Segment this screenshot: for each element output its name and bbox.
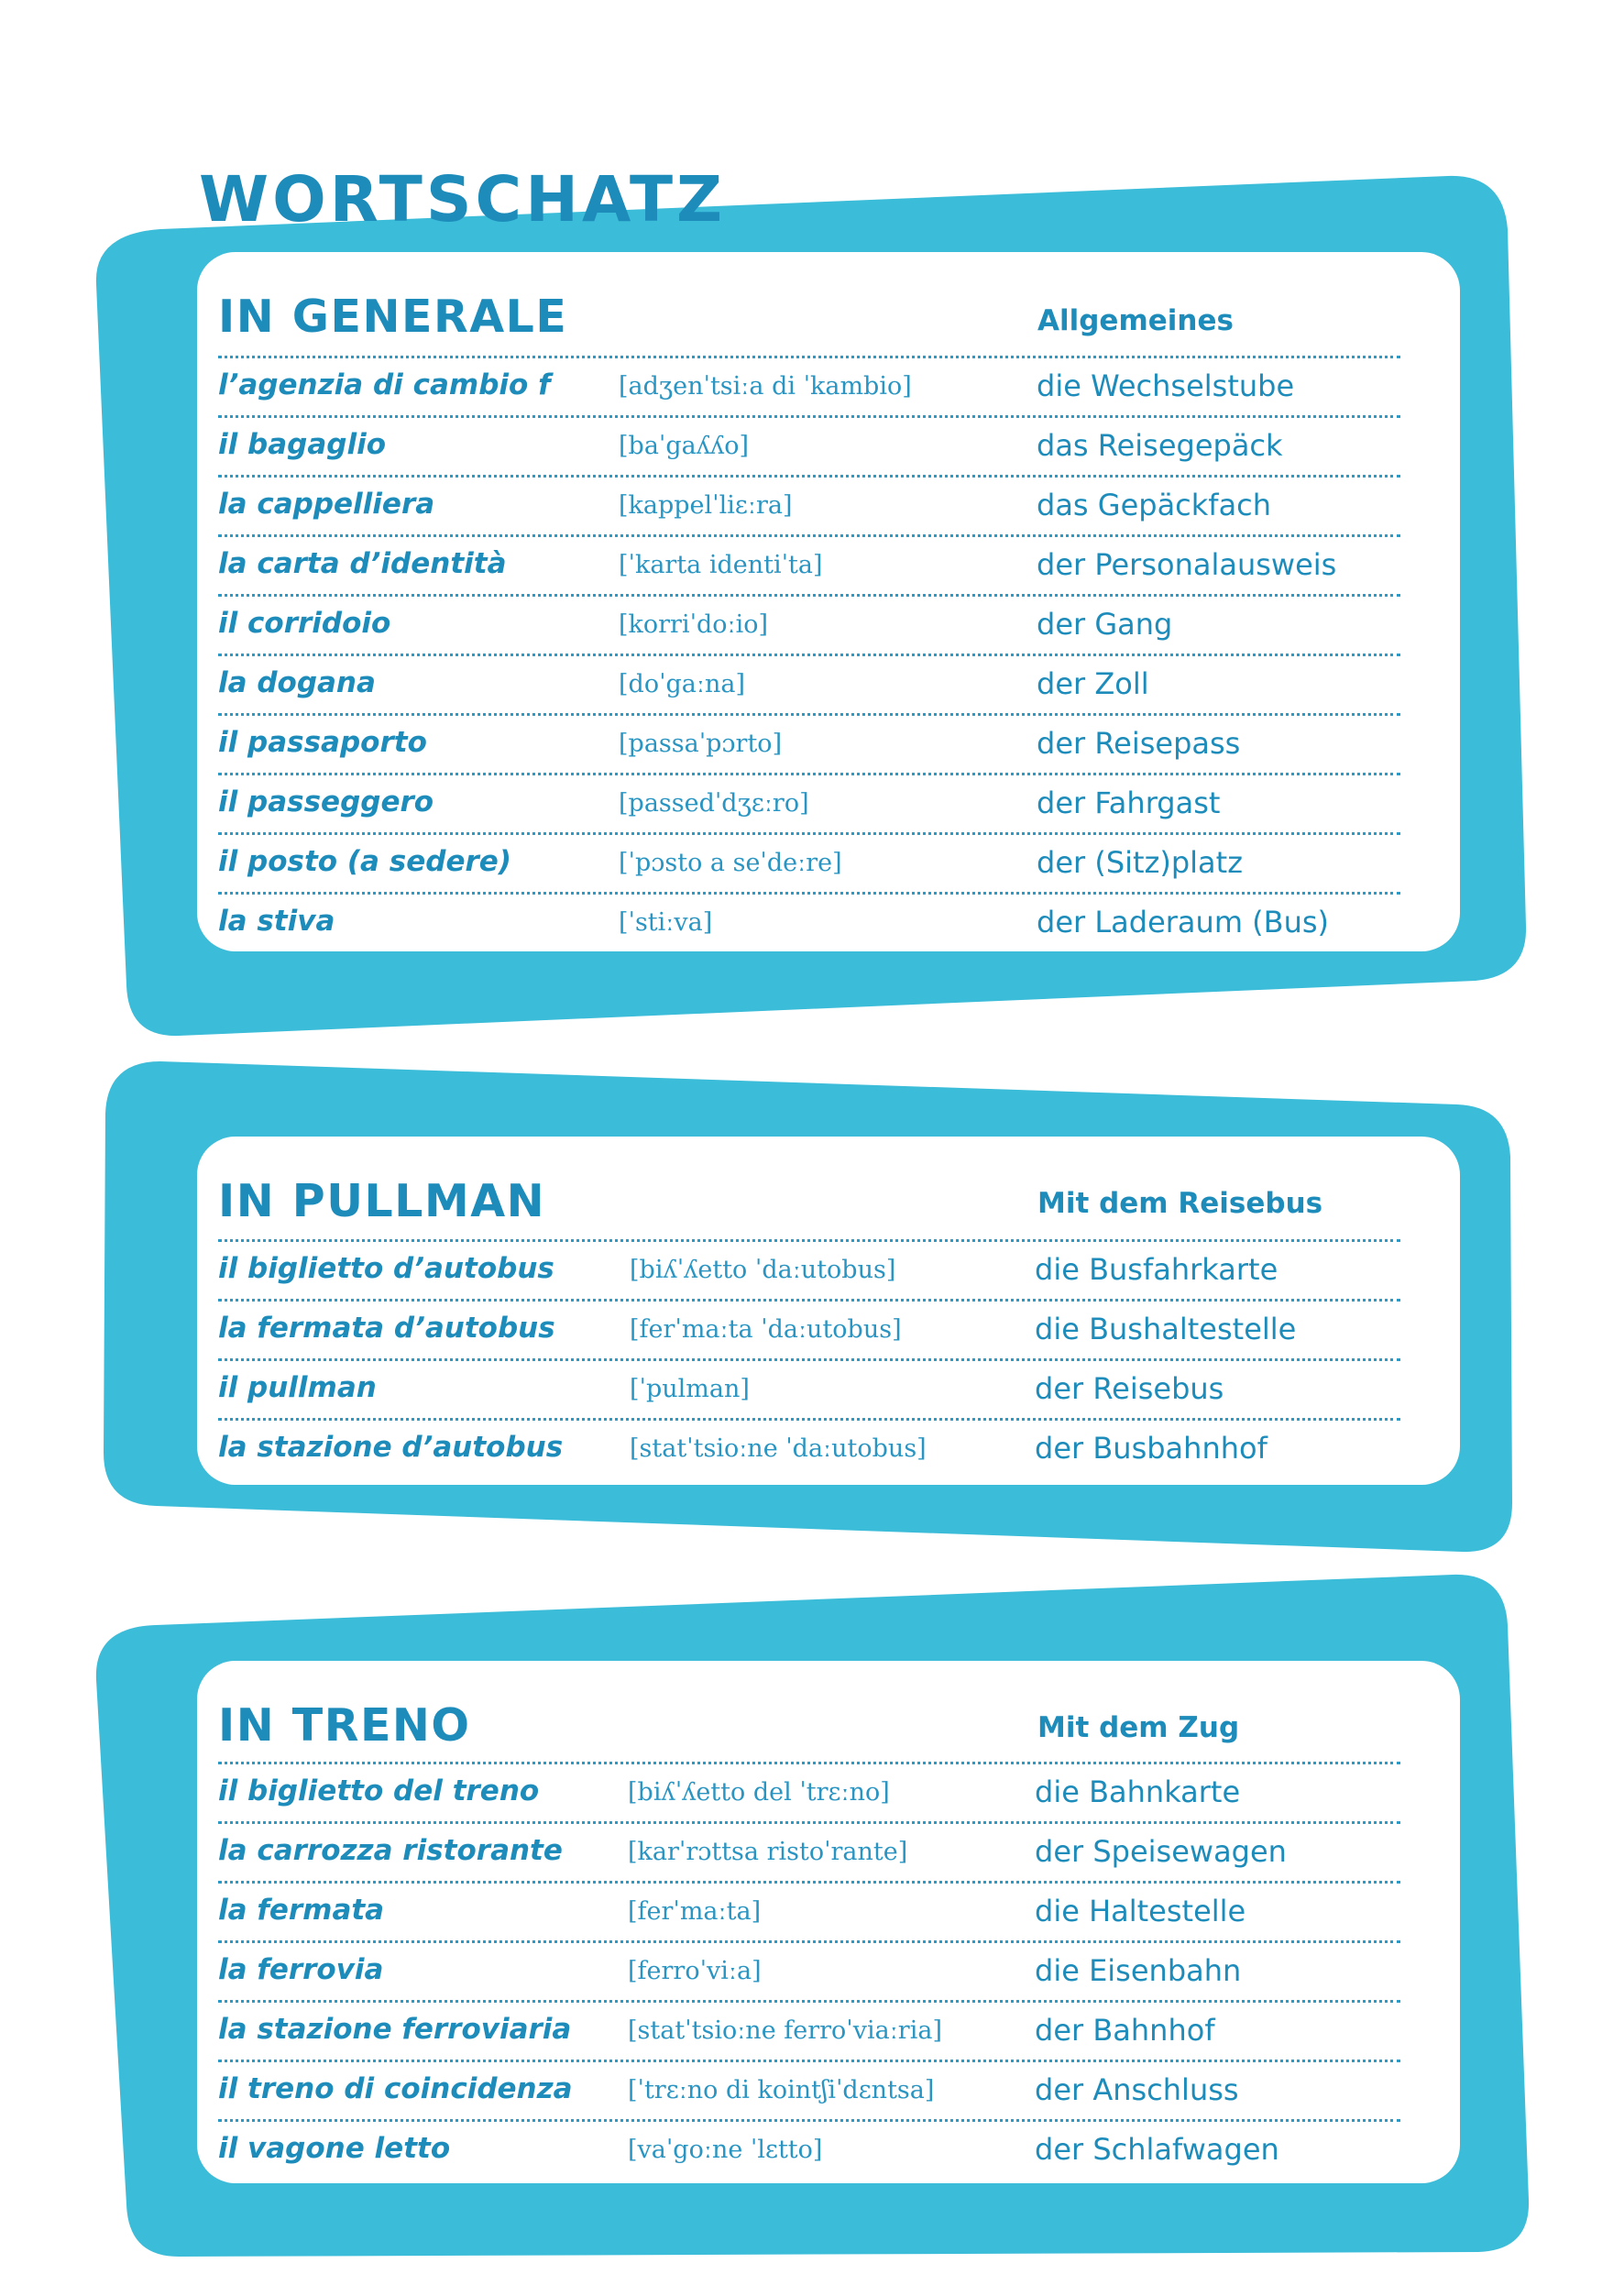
vocabulary-row <box>218 1299 1400 1358</box>
pronunciation: [ˈpulman] <box>630 1375 750 1403</box>
vocabulary-row <box>218 773 1400 832</box>
italian-term: la carrozza ristorante <box>218 1834 563 1867</box>
german-translation: die Bushaltestelle <box>1035 1312 1297 1346</box>
german-translation: der (Sitz)platz <box>1037 845 1243 880</box>
pronunciation: [ˈtrɛːno di kointʃiˈdɛntsa] <box>628 2076 935 2104</box>
german-translation: das Gepäckfach <box>1037 488 1272 522</box>
vocabulary-row <box>218 475 1400 534</box>
italian-term: il treno di coincidenza <box>218 2072 573 2105</box>
vocabulary-row <box>218 1821 1400 1881</box>
pronunciation: [ˈpɔsto a seˈdeːre] <box>619 849 842 877</box>
vocabulary-row <box>218 654 1400 713</box>
italian-term: l’agenzia di cambio f <box>218 368 551 401</box>
vocabulary-row <box>218 1239 1400 1299</box>
pronunciation: [ferˈmaːta] <box>628 1897 762 1926</box>
vocabulary-row <box>218 2060 1400 2119</box>
pronunciation: [kappelˈliɛːra] <box>619 491 793 520</box>
vocabulary-row <box>218 1940 1400 2000</box>
italian-term: la ferrovia <box>218 1953 384 1986</box>
german-translation: der Reisepass <box>1037 726 1241 761</box>
italian-term: il biglietto d’autobus <box>218 1252 554 1285</box>
vocabulary-row <box>218 713 1400 773</box>
pronunciation: [vaˈgoːne ˈlɛtto] <box>628 2136 823 2164</box>
vocabulary-row <box>218 832 1400 892</box>
italian-term: il biglietto del treno <box>218 1774 540 1807</box>
pronunciation: [karˈrɔttsa ristoˈrante] <box>628 1838 908 1866</box>
italian-term: la carta d’identità <box>218 547 507 580</box>
vocabulary-row <box>218 892 1400 951</box>
german-translation: der Busbahnhof <box>1035 1431 1267 1466</box>
german-translation: der Bahnhof <box>1035 2013 1215 2048</box>
pronunciation: [korriˈdoːio] <box>619 610 769 639</box>
german-translation: die Bahnkarte <box>1035 1774 1241 1809</box>
italian-term: la fermata d’autobus <box>218 1312 555 1345</box>
italian-term: la stazione d’autobus <box>218 1431 564 1464</box>
german-translation: der Reisebus <box>1035 1371 1224 1406</box>
pronunciation: [statˈtsioːne ferroˈviaːria] <box>628 2016 942 2045</box>
pronunciation: [biʎˈʎetto del ˈtrɛːno] <box>628 1778 890 1807</box>
pronunciation: [statˈtsioːne ˈdaːutobus] <box>630 1434 927 1463</box>
italian-term: la dogana <box>218 666 376 699</box>
german-translation: der Zoll <box>1037 666 1149 701</box>
vocabulary-row <box>218 594 1400 654</box>
german-translation: die Eisenbahn <box>1035 1953 1242 1988</box>
pronunciation: [baˈgaʎʎo] <box>619 432 750 460</box>
italian-term: il posto (a sedere) <box>218 845 511 878</box>
italian-term: la cappelliera <box>218 488 435 521</box>
pronunciation: [passaˈpɔrto] <box>619 730 783 758</box>
pronunciation: [doˈgaːna] <box>619 670 745 698</box>
vocabulary-row <box>218 2000 1400 2060</box>
section-title: IN PULLMAN <box>218 1175 546 1227</box>
italian-term: il pullman <box>218 1371 377 1404</box>
italian-term: il bagaglio <box>218 428 387 461</box>
section-subtitle: Allgemeines <box>1037 304 1234 337</box>
italian-term: la fermata <box>218 1894 385 1927</box>
vocabulary-row <box>218 1881 1400 1940</box>
vocabulary-row <box>218 1358 1400 1418</box>
german-translation: der Fahrgast <box>1037 785 1221 820</box>
german-translation: der Anschluss <box>1035 2072 1239 2107</box>
german-translation: der Speisewagen <box>1035 1834 1287 1869</box>
pronunciation: [ferroˈviːa] <box>628 1957 762 1985</box>
german-translation: der Schlafwagen <box>1035 2132 1279 2167</box>
section-in-treno <box>197 1661 1460 2183</box>
pronunciation: [ferˈmaːta ˈdaːutobus] <box>630 1315 902 1344</box>
section-title: IN GENERALE <box>218 291 568 343</box>
vocabulary-list <box>218 1239 1400 1478</box>
pronunciation: [biʎˈʎetto ˈdaːutobus] <box>630 1256 896 1284</box>
italian-term: la stazione ferroviaria <box>218 2013 572 2046</box>
vocabulary-list <box>218 356 1400 951</box>
german-translation: die Busfahrkarte <box>1035 1252 1278 1287</box>
german-translation: der Gang <box>1037 607 1173 642</box>
section-in-generale <box>197 252 1460 951</box>
section-title: IN TRENO <box>218 1699 471 1752</box>
german-translation: die Wechselstube <box>1037 368 1295 403</box>
pronunciation: [ˈstiːva] <box>619 908 713 937</box>
german-translation: die Haltestelle <box>1035 1894 1246 1928</box>
italian-term: il corridoio <box>218 607 391 640</box>
italian-term: il passeggero <box>218 785 434 818</box>
page-title: WORTSCHATZ <box>199 163 727 237</box>
italian-term: il passaporto <box>218 726 427 759</box>
pronunciation: [adʒenˈtsiːa di ˈkambio] <box>619 372 912 401</box>
vocabulary-row <box>218 1762 1400 1821</box>
pronunciation: [ˈkarta identiˈta] <box>619 551 823 579</box>
section-subtitle: Mit dem Reisebus <box>1037 1187 1323 1220</box>
vocabulary-list <box>218 1762 1400 2179</box>
italian-term: il vagone letto <box>218 2132 451 2165</box>
vocabulary-row <box>218 415 1400 475</box>
vocabulary-row <box>218 1418 1400 1478</box>
section-subtitle: Mit dem Zug <box>1037 1711 1240 1744</box>
section-in-pullman <box>197 1137 1460 1485</box>
german-translation: der Laderaum (Bus) <box>1037 905 1330 939</box>
german-translation: der Personalausweis <box>1037 547 1337 582</box>
vocabulary-row <box>218 356 1400 415</box>
vocabulary-row <box>218 534 1400 594</box>
italian-term: la stiva <box>218 905 335 938</box>
vocabulary-row <box>218 2119 1400 2179</box>
german-translation: das Reisegepäck <box>1037 428 1283 463</box>
pronunciation: [passedˈdʒɛːro] <box>619 789 809 818</box>
